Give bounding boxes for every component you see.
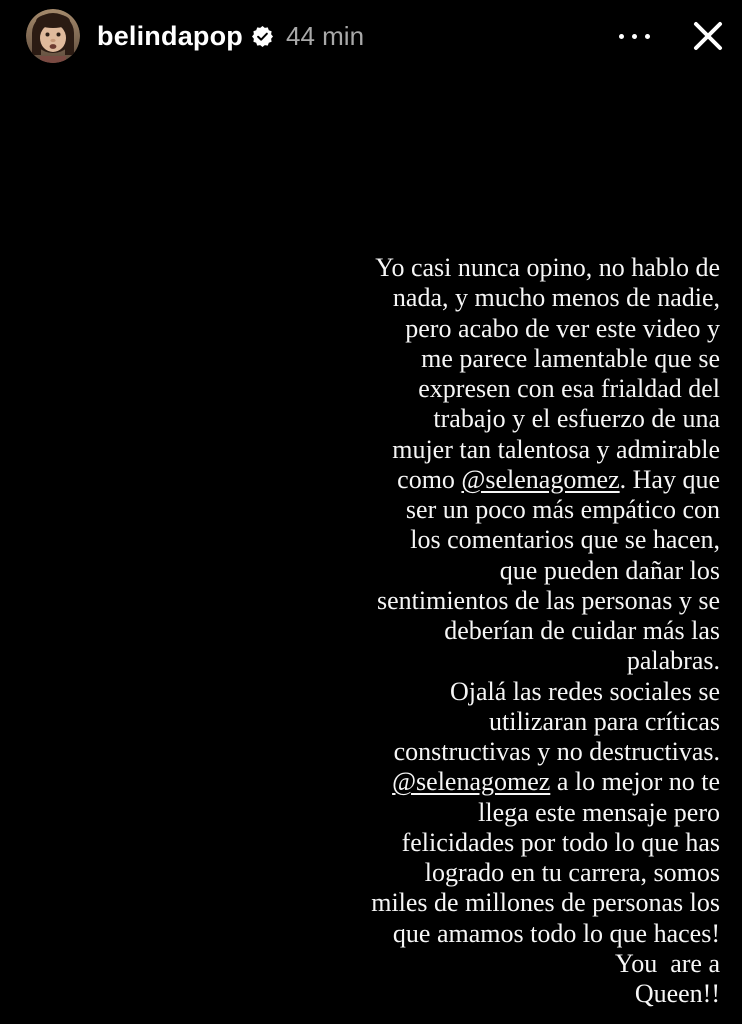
story-text-line [120,374,720,404]
three-dots-menu-icon[interactable] [615,26,654,47]
story-text-segment: palabras. [626,646,720,676]
story-text-segment: que pueden dañar los [499,555,720,585]
story-text-line [120,919,720,949]
story-text-segment: a lo mejor no te [550,767,720,797]
username[interactable]: belindapop [97,20,243,51]
story-text-segment: como [397,464,462,494]
story-text-line [120,677,720,707]
story-text-segment: los comentarios que se hacen, [410,525,720,555]
story-text-segment: ser un poco más empático con [405,495,720,524]
story-text-segment: Queen!! [634,979,720,1008]
story-text-line [120,435,720,465]
story-text-line [120,949,720,979]
mention-link[interactable]: @selenagomez [392,767,551,797]
story-text-segment: trabajo y el esfuerzo de una [433,404,720,434]
story-text-line [120,737,720,767]
story-text-segment: Ojalá las redes sociales se [449,676,720,706]
avatar-photo-icon [26,9,80,63]
story-text-line [120,586,720,616]
story-text-line [120,616,720,646]
story-text-segment: sentimientos de las personas y se [377,585,720,615]
story-text-segment: pero acabo de ver este video y [405,313,720,343]
story-text-segment: You are a [615,948,720,978]
story-text-line [120,828,720,858]
story-text-segment: mujer tan talentosa y admirable [392,434,720,464]
story-text-segment: deberían de cuidar más las [444,616,720,645]
story-text-line [120,858,720,888]
story-timestamp: 44 min [286,20,365,51]
story-text-line [120,314,720,344]
story-text-line [120,646,720,676]
story-text-segment: . Hay que [619,464,720,494]
story-text-line [120,707,720,737]
story-text-segment: que amamos todo lo que haces! [392,918,720,948]
story-text-block [120,253,720,1009]
story-text-line [120,495,720,525]
story-text-segment: expresen con esa frialdad del [418,374,720,403]
story-text-segment: llega este mensaje pero [478,797,720,827]
story-text-line [120,465,720,495]
mention-link[interactable]: @selenagomez [461,464,620,494]
story-text-line [120,525,720,555]
story-text-segment: constructivas y no destructivas. [393,737,720,766]
story-text-line [120,979,720,1009]
story-text-line [120,556,720,586]
story-text-line [120,798,720,828]
story-text-segment: utilizaran para críticas [489,706,720,736]
verified-badge-icon [252,26,273,47]
story-text-line [120,888,720,918]
story-text-segment: Yo casi nunca opino, no hablo de [375,253,720,282]
close-icon[interactable] [688,16,728,56]
story-text-line [120,253,720,283]
story-header [0,0,742,72]
header-actions [615,0,728,72]
story-text-segment: miles de millones de personas los [371,888,720,918]
avatar[interactable] [26,9,80,63]
story-text-line [120,404,720,434]
story-text-segment: logrado en tu carrera, somos [424,858,720,887]
story-text-line [120,283,720,313]
story-text-segment: me parece lamentable que se [421,343,720,373]
story-text-line [120,344,720,374]
story-text-segment: felicidades por todo lo que has [401,827,720,857]
story-text-line [120,767,720,797]
story-text-segment: nada, y mucho menos de nadie, [392,283,720,313]
